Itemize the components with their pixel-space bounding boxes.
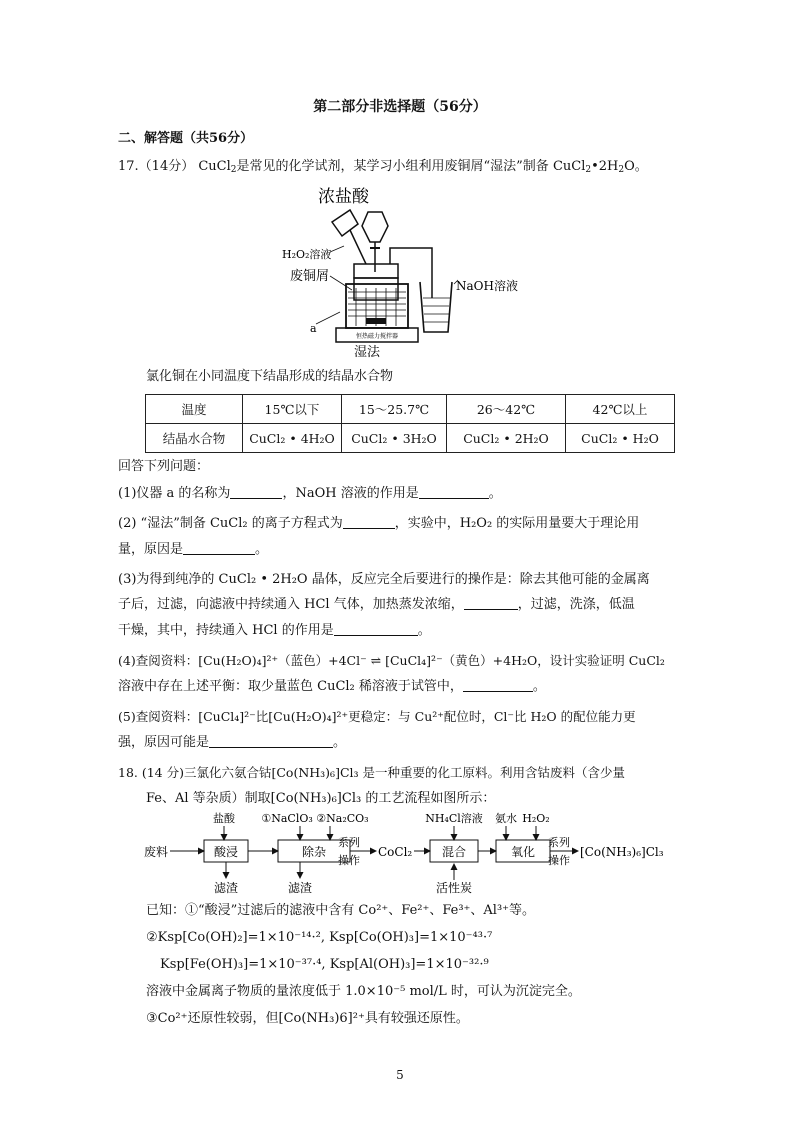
- q17-part3-end: 干燥，其中，持续通入 HCl 的作用是 。: [118, 623, 431, 638]
- table-row: [146, 395, 675, 424]
- ammonia-label: 氨水: [495, 812, 517, 825]
- naoh-label: NaOH溶液: [456, 279, 518, 293]
- table-cell: 温度: [146, 395, 243, 424]
- ops2-label-top: 系列: [548, 836, 570, 849]
- q17-part5: (5)查阅资料：[CuCl₄]²⁻比[Cu(H₂O)₄]²⁺更稳定：与 Cu²⁺配位时，Cl⁻比 H₂O 的配位能力更: [118, 709, 636, 724]
- table-cell: 42℃以上: [566, 395, 675, 424]
- mix-box: 混合: [441, 845, 467, 859]
- q17-part4-cont: 溶液中存在上述平衡：取少量蓝色 CuCl₂ 稀溶液于试管中， 。: [118, 679, 546, 694]
- feed-label: 废料: [144, 845, 169, 859]
- known-5: ③Co²⁺还原性较弱，但[Co(NH₃)6]²⁺具有较强还原性。: [146, 1011, 469, 1026]
- q18-intro-cont: Fe、Al 等杂质）制取[Co(NH₃)₆]Cl₃ 的工艺流程如图所示：: [146, 791, 496, 806]
- section-heading: 二、解答题（共56分）: [118, 131, 254, 146]
- instrument-a-label: a: [310, 322, 317, 335]
- q18-intro: 18. (14 分)三氯化六氨合钴[Co(NH₃)₆]Cl₃ 是一种重要的化工原料。利用含钴废料（含少量: [118, 765, 625, 780]
- answer-prompt: 回答下列问题：: [118, 459, 210, 474]
- answer-blank[interactable]: [183, 542, 255, 555]
- table-cell: 15℃以下: [243, 395, 342, 424]
- q17-part2-cont: 量，原因是 。: [118, 542, 269, 557]
- table-cell: CuCl₂ • 4H₂O: [243, 424, 342, 453]
- page-number: 5: [396, 1068, 404, 1082]
- table-cell: CuCl₂ • 2H₂O: [447, 424, 566, 453]
- known-3: Ksp[Fe(OH)₃]=1×10⁻³⁷·⁴, Ksp[Al(OH)₃]=1×10⁻³²·⁹: [160, 957, 489, 972]
- table-row: [146, 424, 675, 453]
- oxidation-box: 氧化: [510, 845, 536, 859]
- wet-method-apparatus: [270, 180, 530, 362]
- h2o2-flow-label: H₂O₂: [522, 812, 550, 825]
- known-1: 已知：①“酸浸”过滤后的滤液中含有 Co²⁺、Fe²⁺、Fe³⁺、Al³⁺等。: [146, 903, 536, 918]
- q17-part3-cont: 子后，过滤，向滤液中持续通入 HCl 气体，加热蒸发浓缩， ，过滤，洗涤，低温: [118, 597, 635, 612]
- answer-blank[interactable]: [334, 623, 418, 636]
- h2o2-label: H₂O₂溶液: [282, 248, 332, 261]
- table-cell: 结晶水合物: [146, 424, 243, 453]
- conc-hcl-label: 浓盐酸: [318, 187, 369, 207]
- impurity-box: 除杂: [301, 845, 327, 859]
- q17-part2: (2) “湿法”制备 CuCl₂ 的离子方程式为 ，实验中，H₂O₂ 的实际用量要大于理论用: [118, 516, 640, 531]
- known-4: 溶液中金属离子物质的量浓度低于 1.0×10⁻⁵ mol/L 时，可认为沉淀完全。: [146, 984, 581, 999]
- table-cell: CuCl₂ • H₂O: [566, 424, 675, 453]
- hydrate-table: [145, 394, 675, 453]
- answer-blank[interactable]: [343, 516, 395, 529]
- ops1-label-bottom: 操作: [338, 854, 360, 867]
- table-cell: 15～25.7℃: [342, 395, 447, 424]
- ops2-label-bottom: 操作: [548, 854, 570, 867]
- answer-blank[interactable]: [209, 735, 333, 748]
- q17-intro: 17.（14分） CuCl$_2$是常见的化学试剂，某学习小组利用废铜屑“湿法”制备 $CuCl_2•2H_2O$。: [118, 159, 648, 175]
- answer-blank[interactable]: [463, 679, 533, 692]
- reagents-label: ①NaClO₃ ②Na₂CO₃: [261, 812, 369, 825]
- copper-scrap-label: 废铜屑: [290, 269, 330, 284]
- q17-part3: (3)为得到纯净的 CuCl₂ • 2H₂O 晶体，反应完全后要进行的操作是：除去其他可能的金属离: [118, 572, 650, 587]
- leach-box: 酸浸: [213, 845, 239, 859]
- process-flowchart: [140, 808, 680, 894]
- hcl-label: 盐酸: [213, 812, 235, 825]
- table-caption: 氯化铜在小同温度下结晶形成的结晶水合物: [146, 369, 394, 384]
- ops1-label-top: 系列: [338, 836, 360, 849]
- known-2: ②Ksp[Co(OH)₂]=1×10⁻¹⁴·², Ksp[Co(OH)₃]=1×10⁻⁴³·⁷: [146, 930, 493, 945]
- part-heading: 第二部分非选择题（56分）: [313, 99, 487, 115]
- cocl2-label: CoCl₂: [378, 845, 413, 859]
- answer-blank[interactable]: [230, 486, 282, 499]
- nh4cl-label: NH₄Cl溶液: [425, 812, 483, 825]
- answer-blank[interactable]: [464, 597, 518, 610]
- q17-part5-cont: 强，原因可能是 。: [118, 735, 347, 750]
- carbon-label: 活性炭: [435, 881, 473, 894]
- table-cell: CuCl₂ • 3H₂O: [342, 424, 447, 453]
- table-cell: 26～42℃: [447, 395, 566, 424]
- answer-blank[interactable]: [419, 486, 489, 499]
- residue1-label: 滤渣: [213, 881, 239, 894]
- wet-method-caption: 湿法: [354, 345, 381, 360]
- stirrer-label: 恒热磁力搅拌器: [355, 333, 399, 340]
- q17-part4: (4)查阅资料：[Cu(H₂O)₄]²⁺（蓝色）+4Cl⁻ ⇌ [CuCl₄]²⁻（黄色）+4H₂O，设计实验证明 CuCl₂: [118, 653, 665, 668]
- residue2-label: 滤渣: [287, 881, 313, 894]
- q17-part1: (1)仪器 a 的名称为 ，NaOH 溶液的作用是 。: [118, 486, 502, 501]
- product-label: [Co(NH₃)₆]Cl₃: [580, 845, 664, 859]
